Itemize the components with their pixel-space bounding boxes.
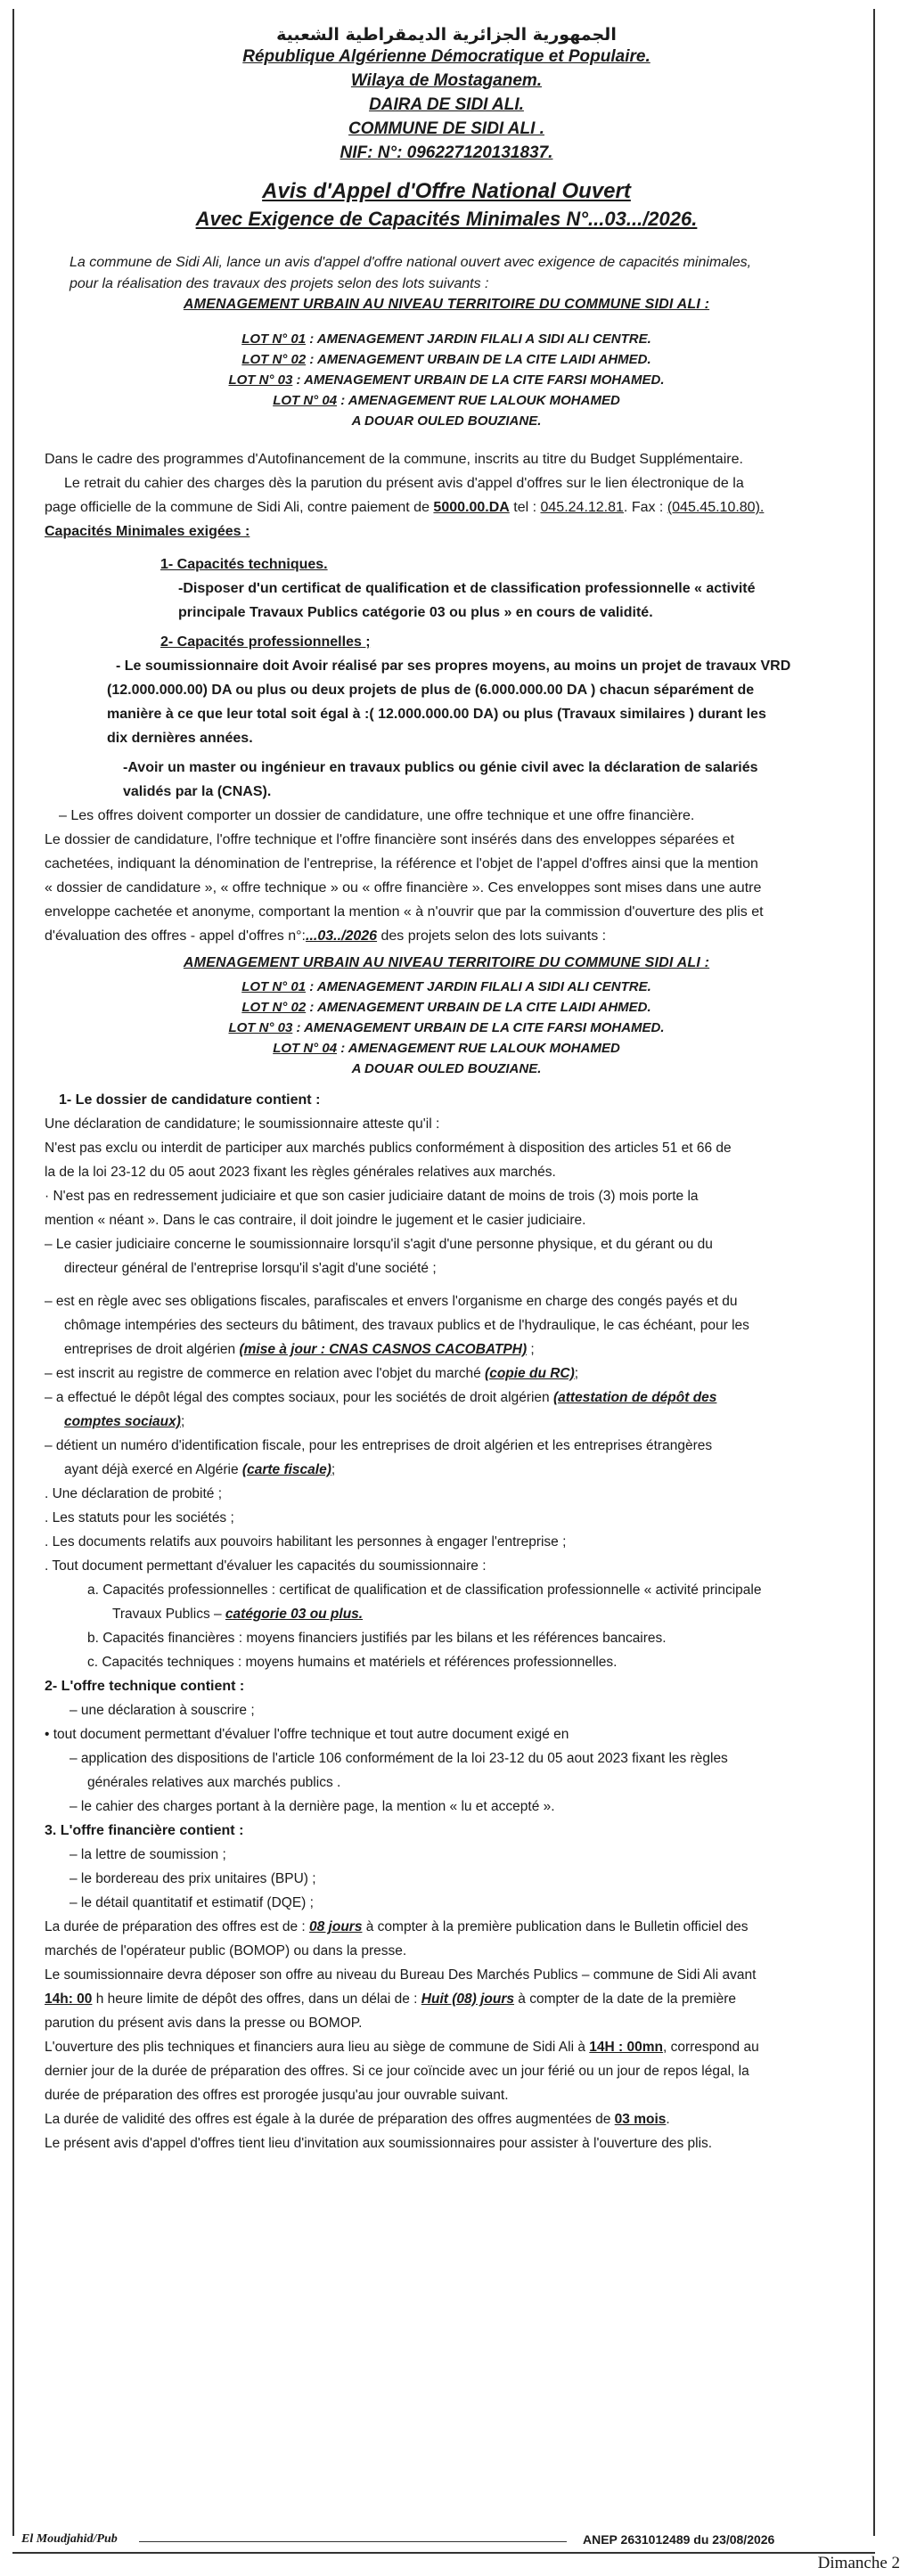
s1-line: mention « néant ». Dans le cas contraire, il doit joindre le jugement et le casier judiciaire.	[45, 1213, 586, 1228]
s1-line: directeur général de l'entreprise lorsqu'il s'agit d'une société ;	[64, 1261, 437, 1276]
project-heading: AMENAGEMENT URBAIN AU NIVEAU TERRITOIRE DU COMMUNE SIDI ALI :	[183, 297, 710, 312]
final-line: L'ouverture des plis techniques et financiers aura lieu au siège de commune de Sidi Ali à 14H : 00mn, correspond au	[45, 2040, 759, 2055]
para-retrait-1: Le retrait du cahier des charges dès la parution du présent avis d'appel d'offres sur le lien électronique de la	[64, 476, 744, 491]
s1-line: – détient un numéro d'identification fiscale, pour les entreprises de droit algérien et les entreprises étrangères	[45, 1438, 713, 1453]
s1-line: a. Capacités professionnelles : certificat de qualification et de classification professionnelle « activité principale	[87, 1582, 762, 1598]
s1-line: . Les statuts pour les sociétés ;	[45, 1510, 234, 1525]
final-line: 14h: 00 h heure limite de dépôt des offres, dans un délai de : Huit (08) jours à compter de la date de la première	[45, 1991, 736, 2007]
s2-line: générales relatives aux marchés publics .	[87, 1775, 341, 1790]
lot-item: LOT N° 02 : AMENAGEMENT URBAIN DE LA CITE LAIDI AHMED.	[241, 352, 651, 367]
republic-header: République Algérienne Démocratique et Populaire.	[242, 47, 650, 66]
s1-line: chômage intempéries des secteurs du bâtiment, des travaux publics et de l'hydraulique, le cas échéant, pour les	[64, 1318, 749, 1333]
dossier-line: enveloppe cachetée et anonyme, comportant la mention « à n'ouvrir que par la commission d'ouverture des plis et	[45, 904, 764, 920]
s1-line: la de la loi 23-12 du 05 aout 2023 fixant les règles générales relatives aux marchés.	[45, 1165, 556, 1180]
offers-line: – Les offres doivent comporter un dossier de candidature, une offre technique et une offre financière.	[59, 808, 695, 823]
s3-line: – le bordereau des prix unitaires (BPU) ;	[70, 1871, 316, 1886]
s1-line: · N'est pas en redressement judiciaire et que son casier judiciaire datant de moins de trois (3) mois porte la	[45, 1189, 699, 1204]
daira-header: DAIRA DE SIDI ALI.	[369, 95, 524, 114]
s1-line: – est en règle avec ses obligations fiscales, parafiscales et envers l'organisme en charge des congés payés et du	[45, 1294, 738, 1309]
lot-item: LOT N° 03 : AMENAGEMENT URBAIN DE LA CITE FARSI MOHAMED.	[228, 1020, 665, 1035]
final-line: dernier jour de la durée de préparation des offres. Si ce jour coïncide avec un jour férié ou un jour de repos légal, la	[45, 2064, 749, 2079]
offers-section	[45, 804, 848, 948]
arabic-header: الجمهورية الجزائرية الديمقراطية الشعبية	[276, 25, 617, 45]
footer-divider	[139, 2541, 567, 2542]
s3-title: 3. L'offre financière contient :	[45, 1823, 244, 1838]
para-budget: Dans le cadre des programmes d'Autofinancement de la commune, inscrits au titre du Budget Supplémentaire.	[45, 452, 743, 467]
source-label: El Moudjahid/Pub	[21, 2532, 118, 2546]
dossier-line: cachetées, indiquant la dénomination de l'entreprise, la référence et l'objet de l'appel d'offres ainsi que la mention	[45, 856, 758, 871]
financial-offer-section	[45, 1819, 848, 1915]
footer-rule	[12, 2552, 875, 2554]
s1-line: . Les documents relatifs aux pouvoirs habilitant les personnes à engager l'entreprise ;	[45, 1534, 567, 1550]
s1-line: comptes sociaux);	[64, 1414, 185, 1429]
lot-item: A DOUAR OULED BOUZIANE.	[351, 1061, 542, 1076]
cap-professional-line: -Avoir un master ou ingénieur en travaux publics ou génie civil avec la déclaration de salariés	[123, 760, 758, 775]
nif-header: NIF: N°: 096227120131837.	[340, 143, 553, 162]
intro-line-1: La commune de Sidi Ali, lance un avis d'appel d'offre national ouvert avec exigence de capacités minimales,	[70, 255, 752, 270]
final-line: marchés de l'opérateur public (BOMOP) ou dans la presse.	[45, 1943, 407, 1959]
cap-professional-line: (12.000.000.00) DA ou plus ou deux projets de plus de (6.000.000.00 DA ) chacun séparément de	[107, 683, 755, 698]
cap-technical-line: principale Travaux Publics catégorie 03 ou plus » en cours de validité.	[178, 605, 653, 620]
notice-footer	[12, 2531, 875, 2552]
body-section-1	[45, 447, 848, 544]
s1-line: . Tout document permettant d'évaluer les capacités du soumissionnaire :	[45, 1558, 487, 1574]
technical-offer-section	[45, 1674, 848, 1819]
s1-line: – est inscrit au registre de commerce en relation avec l'objet du marché (copie du RC);	[45, 1366, 579, 1381]
dossier-line: Le dossier de candidature, l'offre technique et l'offre financière sont insérés dans des enveloppes séparées et	[45, 832, 735, 847]
notice-subtitle: Avec Exigence de Capacités Minimales N°...03.../2026.	[195, 208, 698, 230]
cap-technical-line: -Disposer d'un certificat de qualification et de classification professionnelle « activité	[178, 581, 756, 596]
cap-professional-line: dix dernières années.	[107, 731, 253, 746]
s3-line: – le détail quantitatif et estimatif (DQE) ;	[70, 1895, 314, 1910]
s2-line: – application des dispositions de l'article 106 conformément de la loi 23-12 du 05 aout 2023 fixant les règles	[70, 1751, 728, 1766]
s1-title: 1- Le dossier de candidature contient :	[59, 1092, 321, 1108]
intro-text	[70, 252, 848, 295]
s1-line: – a effectué le dépôt légal des comptes sociaux, pour les sociétés de droit algérien (attestation de dépôt des	[45, 1390, 717, 1405]
s1-line: c. Capacités techniques : moyens humains et matériels et références professionnelles.	[87, 1655, 618, 1670]
cap-professional-line: validés par la (CNAS).	[123, 784, 272, 799]
s2-title: 2- L'offre technique contient :	[45, 1679, 245, 1694]
para-retrait-2: page officielle de la commune de Sidi Ali, contre paiement de 5000.00.DA tel : 045.24.12.81. Fax : (045.45.10.80).	[45, 500, 765, 515]
s1-line: . Une déclaration de probité ;	[45, 1486, 223, 1501]
s1-line: – Le casier judiciaire concerne le soumissionnaire lorsqu'il s'agit d'une personne physique, et du gérant ou du	[45, 1237, 713, 1252]
commune-header: COMMUNE DE SIDI ALI .	[348, 119, 544, 138]
final-line: La durée de préparation des offres est de : 08 jours à compter à la première publication dans le Bulletin officiel des	[45, 1919, 749, 1934]
notice-title: Avis d'Appel d'Offre National Ouvert	[262, 179, 631, 203]
lot-item: LOT N° 03 : AMENAGEMENT URBAIN DE LA CITE FARSI MOHAMED.	[228, 372, 665, 388]
cap-technical-title: 1- Capacités techniques.	[160, 557, 328, 572]
capacites-title: Capacités Minimales exigées :	[45, 524, 250, 539]
cap-professional-line: manière à ce que leur total soit égal à :( 12.000.000.00 DA) ou plus (Travaux similaires ) durant les	[107, 707, 766, 722]
s2-line: – le cahier des charges portant à la dernière page, la mention « lu et accepté ».	[70, 1799, 555, 1814]
s1-line: Travaux Publics – catégorie 03 ou plus.	[112, 1607, 364, 1622]
lots-list-2	[45, 977, 848, 1079]
final-line: durée de préparation des offres est prorogée jusqu'au jour ouvrable suivant.	[45, 2088, 509, 2103]
tender-notice	[12, 9, 875, 2536]
s1-line: Une déclaration de candidature; le soumissionnaire atteste qu'il :	[45, 1116, 440, 1132]
s1-line: b. Capacités financières : moyens financiers justifiés par les bilans et les références bancaires.	[87, 1631, 667, 1646]
lot-item: A DOUAR OULED BOUZIANE.	[351, 413, 542, 429]
final-section	[45, 1915, 848, 2155]
anep-reference: ANEP 2631012489 du 23/08/2026	[583, 2532, 775, 2547]
cap-professional-title: 2- Capacités professionnelles ;	[160, 634, 371, 650]
lot-item: LOT N° 04 : AMENAGEMENT RUE LALOUK MOHAMED	[273, 1041, 620, 1056]
project-heading-2: AMENAGEMENT URBAIN AU NIVEAU TERRITOIRE DU COMMUNE SIDI ALI :	[183, 955, 710, 970]
intro-line-2: pour la réalisation des travaux des projets selon des lots suivants :	[70, 276, 489, 291]
s2-line: • tout document permettant d'évaluer l'offre technique et tout autre document exigé en	[45, 1727, 569, 1742]
lot-item: LOT N° 04 : AMENAGEMENT RUE LALOUK MOHAMED	[273, 393, 620, 408]
s2-line: – une déclaration à souscrire ;	[70, 1703, 255, 1718]
lots-list-1	[45, 329, 848, 431]
s1-line: ayant déjà exercé en Algérie (carte fiscale);	[64, 1462, 336, 1477]
s1-line: N'est pas exclu ou interdit de participer aux marchés publics conformément à disposition des articles 51 et 66 de	[45, 1141, 732, 1156]
dossier-line: « dossier de candidature », « offre technique » ou « offre financière ». Ces enveloppes sont mises dans une autre	[45, 880, 762, 895]
page-date-label: Dimanche 2	[817, 2554, 900, 2572]
lot-item: LOT N° 02 : AMENAGEMENT URBAIN DE LA CITE LAIDI AHMED.	[241, 1000, 651, 1015]
s3-line: – la lettre de soumission ;	[70, 1847, 226, 1862]
final-line: La durée de validité des offres est égale à la durée de préparation des offres augmentées de 03 mois.	[45, 2112, 670, 2127]
cap-professional-line: - Le soumissionnaire doit Avoir réalisé par ses propres moyens, au moins un projet de travaux VRD	[116, 658, 791, 674]
final-line: parution du présent avis dans la presse ou BOMOP.	[45, 2016, 363, 2031]
final-line: Le soumissionnaire devra déposer son offre au niveau du Bureau Des Marchés Publics – commune de Sidi Ali avant	[45, 1967, 757, 1983]
s1-line: entreprises de droit algérien (mise à jour : CNAS CASNOS CACOBATPH) ;	[64, 1342, 535, 1357]
dossier-line: d'évaluation des offres - appel d'offres n°:...03../2026 des projets selon des lots suivants :	[45, 928, 607, 944]
lot-item: LOT N° 01 : AMENAGEMENT JARDIN FILALI A SIDI ALI CENTRE.	[241, 331, 651, 347]
lot-item: LOT N° 01 : AMENAGEMENT JARDIN FILALI A SIDI ALI CENTRE.	[241, 979, 651, 994]
final-line: Le présent avis d'appel d'offres tient lieu d'invitation aux soumissionnaires pour assister à l'ouverture des plis.	[45, 2136, 713, 2151]
wilaya-header: Wilaya de Mostaganem.	[350, 71, 543, 90]
candidature-section	[45, 1088, 848, 1674]
capacities-section	[45, 552, 848, 804]
